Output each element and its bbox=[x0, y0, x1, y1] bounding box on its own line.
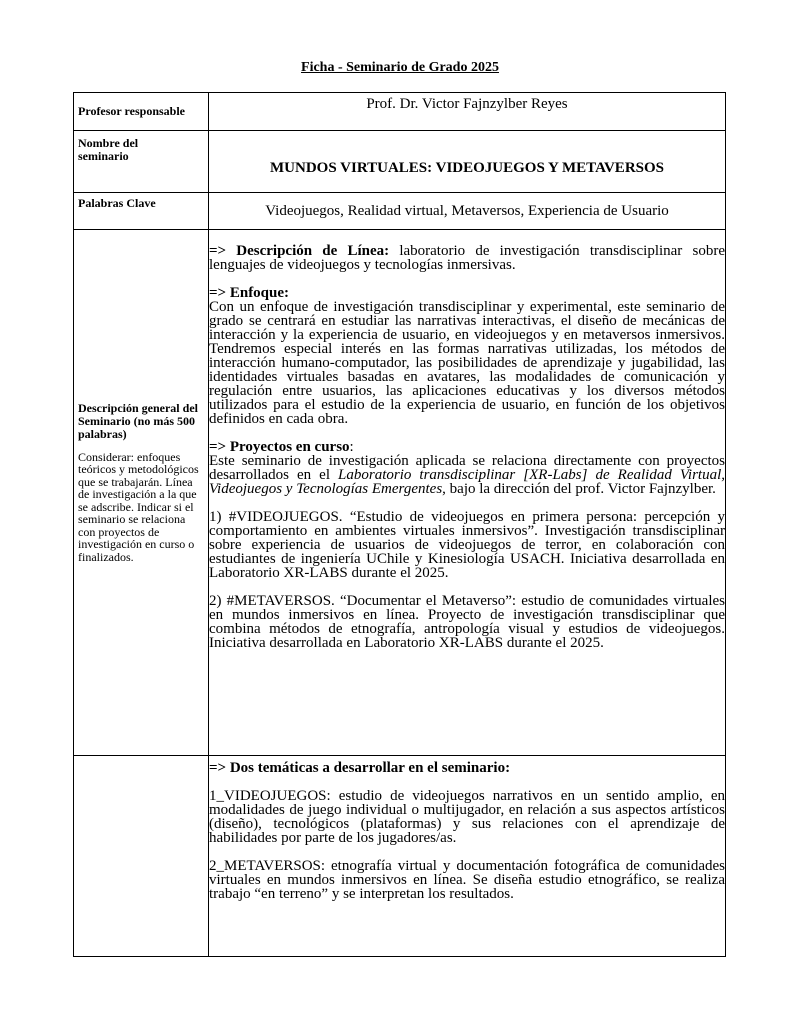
profesor-value: Prof. Dr. Victor Fajnzylber Reyes bbox=[366, 96, 568, 112]
descripcion-note: Considerar: enfoques teóricos y metodológicos que se trabajarán. Línea de investigación a la que se adscribe. Indicar si el seminario se relaciona con proyectos de investigación en curso o finalizados. bbox=[78, 449, 199, 564]
proyecto-2: 2) #METAVERSOS. “Documentar el Metaverso”: estudio de comunidades virtuales en mundos inmersivos en línea. Proyecto de investigación transdisciplinar que combina métodos de etnografía, antropología visual y estudios de videojuegos. Iniciativa desarrollada en Laboratorio XR-LABS durante el 2025. bbox=[209, 593, 725, 651]
linea-heading: => Descripción de Línea: bbox=[209, 243, 390, 259]
tematicas-body bbox=[209, 756, 725, 901]
proyectos-text bbox=[209, 454, 725, 496]
descripcion-label: Descripción general del Seminario (no más 500 palabras) bbox=[78, 400, 198, 441]
tematicas-label-cell bbox=[74, 756, 209, 957]
proyectos-heading-line bbox=[209, 440, 725, 454]
proyectos-lab-name: Laboratorio transdisciplinar [XR-Labs] de Realidad Virtual, Videojuegos y Tecnologías Emergentes bbox=[209, 467, 725, 497]
profesor-label: Profesor responsable bbox=[78, 104, 185, 118]
proyectos-text-2: , bajo la dirección del prof. Victor Fajnzylber. bbox=[442, 481, 716, 497]
proyectos-heading: => Proyectos en curso bbox=[209, 439, 350, 455]
tematica-1: 1_VIDEOJUEGOS: estudio de videojuegos narrativos en un sentido amplio, en modalidades de juego individual o multijugador, en relación a sus aspectos artísticos (diseño), tecnológicos (plataformas) y sus relaciones con el aprendizaje de habilidades por parte de los jugadores/as. bbox=[209, 788, 725, 846]
row-palabras bbox=[74, 193, 726, 230]
proyectos-text-1: Este seminario de investigación aplicada se relaciona directamente con proyectos desarrollados en el bbox=[209, 453, 725, 483]
linea-paragraph bbox=[209, 244, 725, 272]
descripcion-body bbox=[209, 230, 725, 650]
row-nombre bbox=[74, 131, 726, 193]
row-tematicas bbox=[74, 756, 726, 957]
seminar-form-table bbox=[73, 92, 726, 957]
nombre-value: MUNDOS VIRTUALES: VIDEOJUEGOS Y METAVERSOS bbox=[270, 160, 664, 176]
page-title: Ficha - Seminario de Grado 2025 bbox=[301, 60, 499, 75]
palabras-label: Palabras Clave bbox=[78, 196, 156, 210]
linea-text: laboratorio de investigación transdisciplinar sobre lenguajes de videojuegos y tecnologías inmersivas. bbox=[209, 243, 725, 273]
proyectos-colon: : bbox=[349, 439, 354, 455]
tematicas-heading: => Dos temáticas a desarrollar en el seminario: bbox=[209, 760, 511, 776]
palabras-value: Videojuegos, Realidad virtual, Metaversos, Experiencia de Usuario bbox=[265, 203, 669, 219]
proyecto-1: 1) #VIDEOJUEGOS. “Estudio de videojuegos en primera persona: percepción y comportamiento en ambientes virtuales inmersivos”. Investigación transdisciplinar sobre experiencia de usuarios de videojuegos de terror, en colaboración con estudiantes de ingeniería UChile y Kinesiología USACH. Iniciativa desarrollada en Laboratorio XR-LABS durante el 2025. bbox=[209, 509, 725, 581]
nombre-label: Nombre del seminario bbox=[78, 136, 139, 163]
row-descripcion bbox=[74, 230, 726, 756]
row-profesor bbox=[74, 93, 726, 131]
tematica-2: 2_METAVERSOS: etnografía virtual y documentación fotográfica de comunidades virtuales en mundos inmersivos en línea. Se diseña estudio etnográfico, se realiza trabajo “en terreno” y se interpretan los resultados. bbox=[209, 858, 725, 902]
enfoque-heading: => Enfoque: bbox=[209, 285, 290, 301]
enfoque-text: Con un enfoque de investigación transdisciplinar y experimental, este seminario de grado se centrará en estudiar las narrativas interactivas, el diseño de mecánicas de interacción y la experiencia de usuario, en videojuegos y en metaversos inmersivos. Tendremos especial interés en las formas narrativas utilizadas, los métodos de interacción humano-computador, las posibilidades de aprendizaje y jugabilidad, las identidades virtuales basadas en avatares, las modalidades de comunicación y regulación entre usuarios, las aplicaciones educativas y los diversos métodos utilizados para el estudio de la experiencia de usuario, en función de los objetivos definidos en cada obra. bbox=[209, 299, 725, 427]
